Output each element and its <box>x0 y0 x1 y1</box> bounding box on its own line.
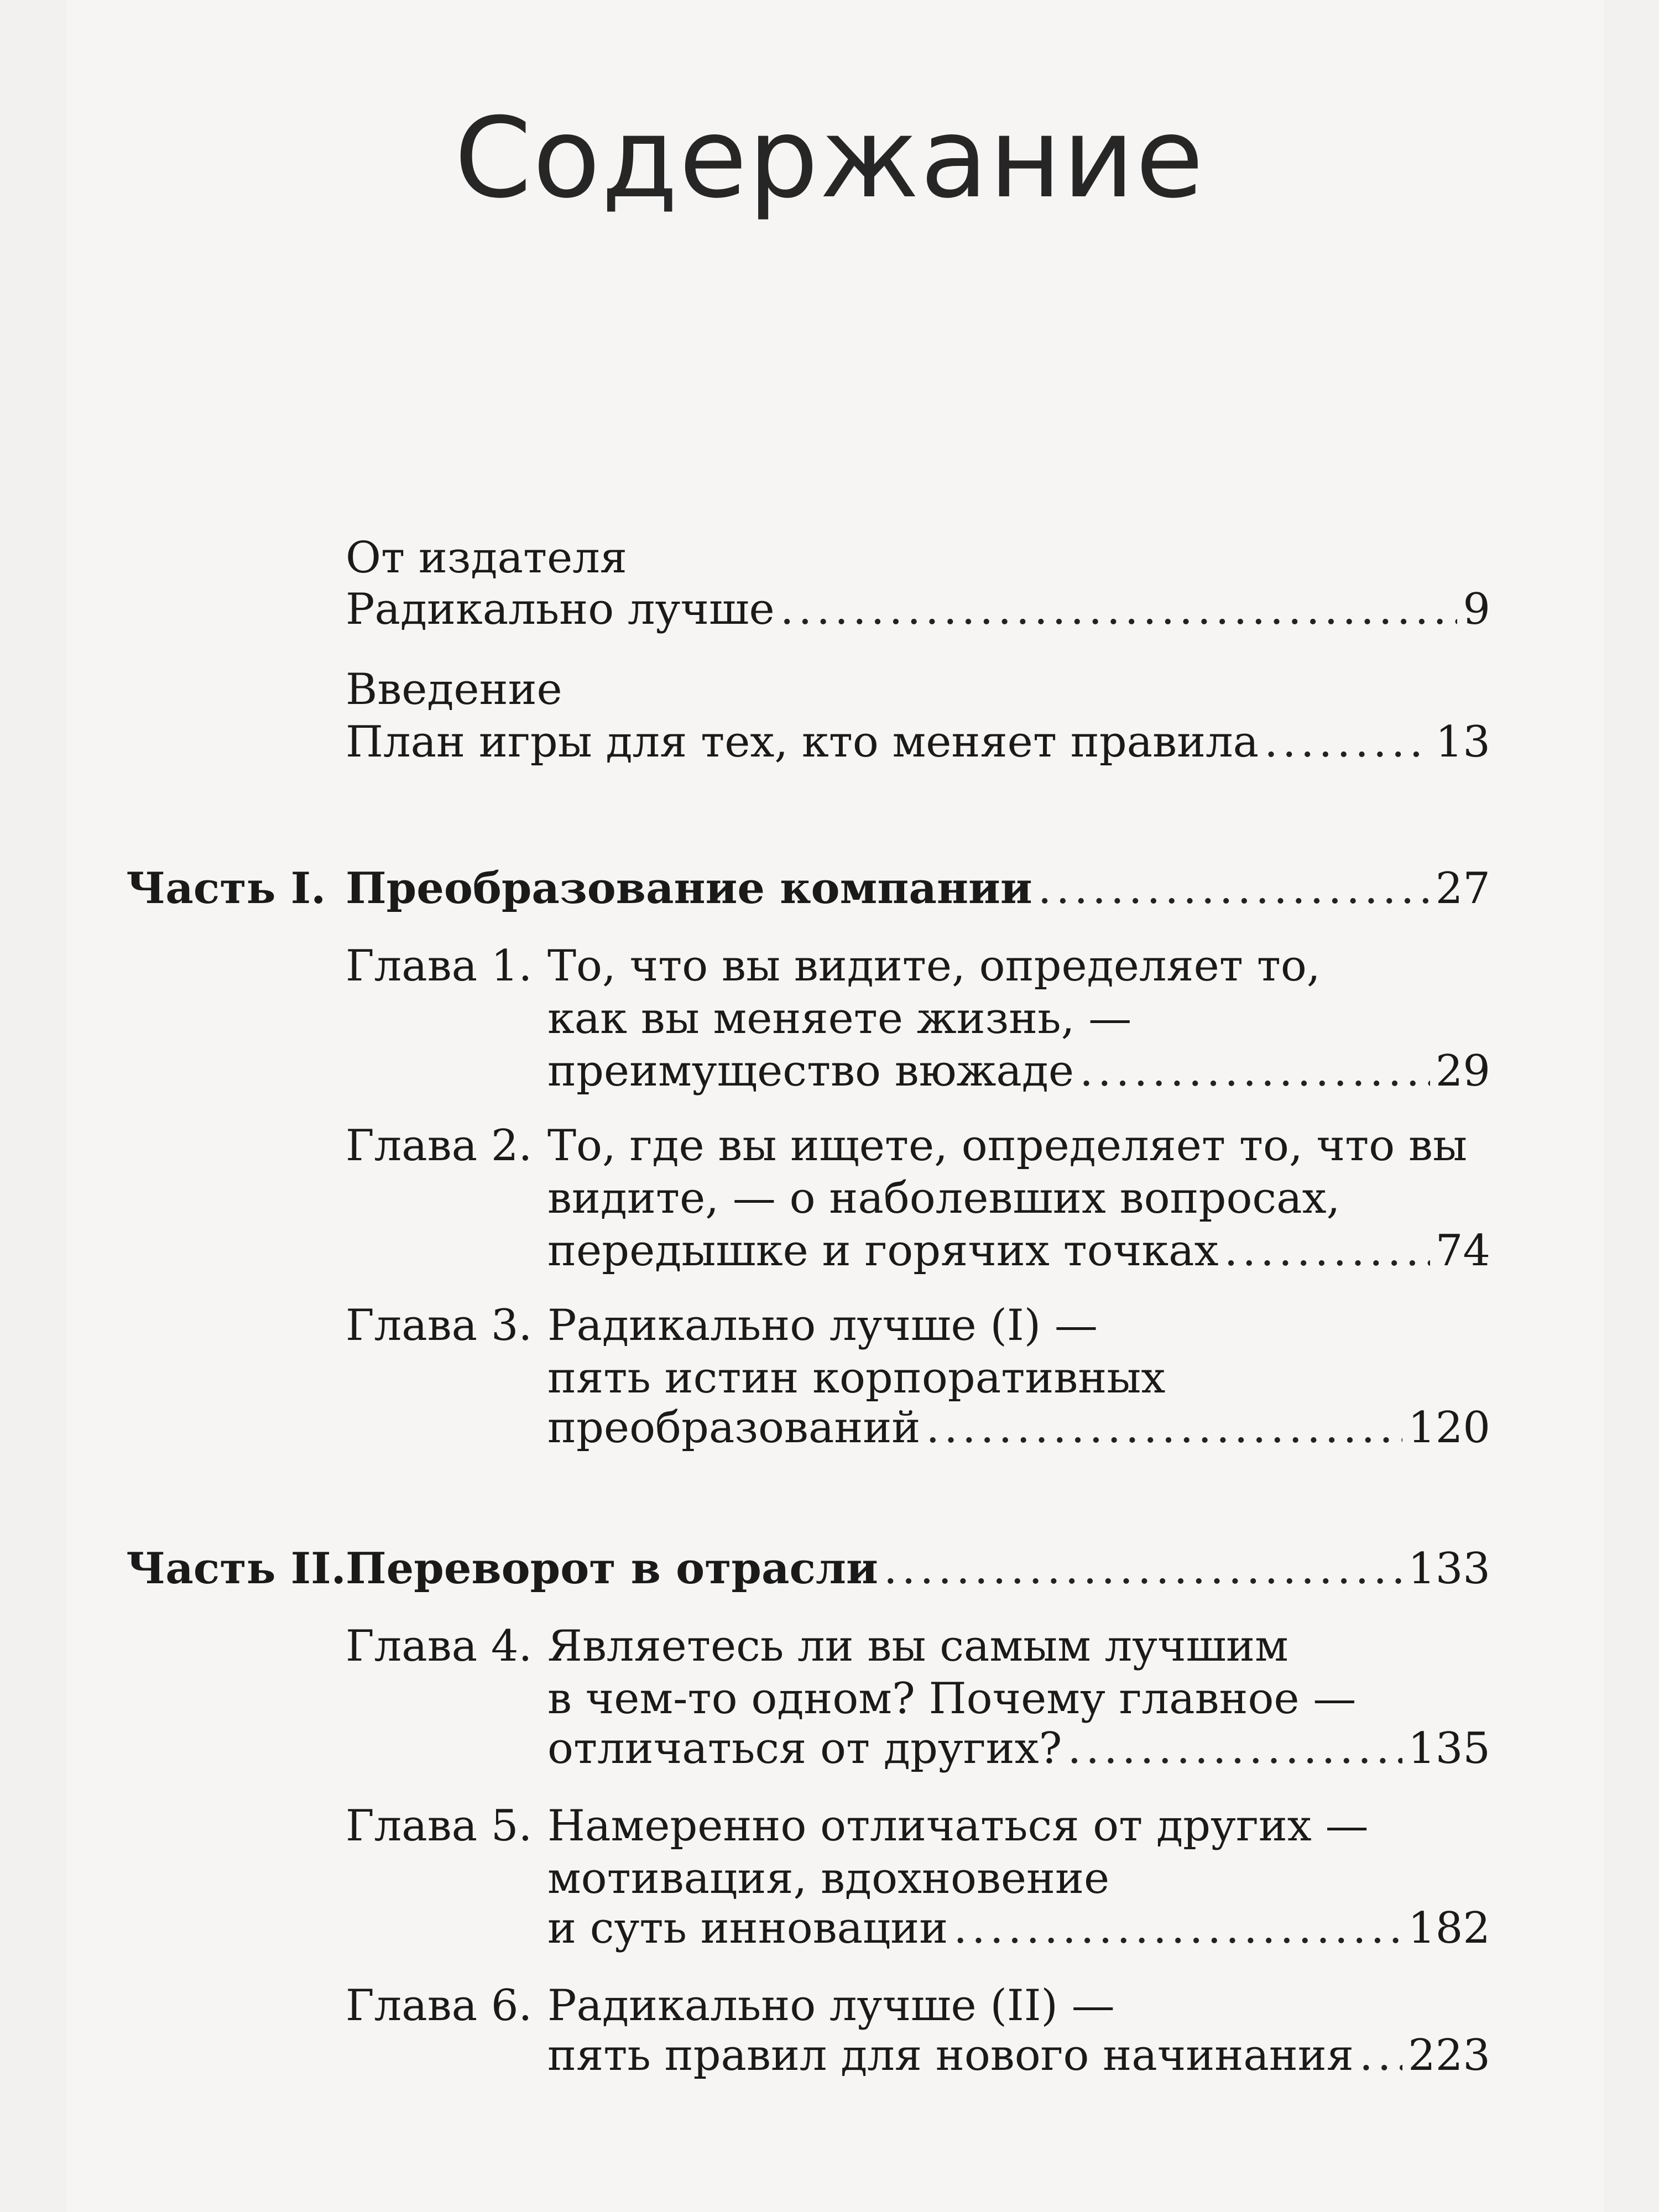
part-1-label: Часть I. <box>126 863 326 914</box>
chapter-3-label: Глава 3. <box>346 1301 533 1350</box>
page-number: 223 <box>1408 2031 1490 2080</box>
toc-entry-chapter-2[interactable] <box>547 1225 1490 1277</box>
chapter-line-3: и суть инновации <box>547 1903 948 1953</box>
toc-entry-title: Радикально лучше <box>346 585 775 634</box>
chapter-1-line-2: как вы меняете жизнь, — <box>547 994 1132 1044</box>
chapter-3-line-1: Радикально лучше (I) — <box>547 1301 1098 1350</box>
chapter-5-line-2: мотивация, вдохновение <box>547 1854 1110 1903</box>
leader-dots <box>1067 1723 1402 1775</box>
page-number: 135 <box>1408 1724 1490 1773</box>
chapter-2-label: Глава 2. <box>346 1121 533 1171</box>
page-number: 120 <box>1408 1403 1490 1453</box>
chapter-4-line-1: Являетесь ли вы самым лучшим <box>547 1621 1288 1671</box>
page-number: 27 <box>1435 864 1490 914</box>
chapter-5-label: Глава 5. <box>346 1801 533 1851</box>
part-2-label: Часть II. <box>126 1543 346 1594</box>
chapter-3-line-2: пять истин корпоративных <box>547 1353 1166 1403</box>
leader-dots <box>926 1402 1402 1454</box>
page-number: 9 <box>1463 585 1490 634</box>
chapter-6-label: Глава 6. <box>346 1981 533 2031</box>
leader-dots <box>953 1902 1402 1954</box>
page-title: Содержание <box>454 94 1205 223</box>
leader-dots <box>884 1543 1402 1595</box>
chapter-6-line-1: Радикально лучше (II) — <box>547 1981 1115 2031</box>
toc-entry-chapter-4[interactable] <box>547 1723 1490 1775</box>
leader-dots <box>1079 1045 1430 1097</box>
toc-entry-part-2[interactable] <box>346 1543 1490 1595</box>
toc-entry-part-1[interactable] <box>346 863 1490 915</box>
chapter-2-line-1: То, где вы ищете, определяет то, что вы <box>547 1121 1468 1171</box>
part-title: Преобразование компании <box>346 863 1032 914</box>
page-number: 74 <box>1435 1226 1490 1276</box>
page-number: 133 <box>1408 1544 1490 1594</box>
chapter-1-label: Глава 1. <box>346 941 533 991</box>
leader-dots <box>1224 1225 1430 1277</box>
toc-entry-publisher[interactable] <box>346 583 1490 635</box>
toc-entry-intro[interactable] <box>346 716 1490 768</box>
front-heading-publisher: От издателя <box>346 533 628 583</box>
chapter-5-line-1: Намеренно отличаться от других — <box>547 1801 1369 1851</box>
chapter-line-2: пять правил для нового начинания <box>547 2031 1354 2080</box>
toc-entry-chapter-3[interactable] <box>547 1402 1490 1454</box>
leader-dots <box>780 583 1458 635</box>
page-number: 182 <box>1408 1903 1490 1953</box>
page-number: 29 <box>1435 1046 1490 1096</box>
chapter-1-line-1: То, что вы видите, определяет то, <box>547 941 1321 991</box>
leader-dots <box>1038 863 1430 915</box>
leader-dots <box>1264 716 1430 768</box>
toc-entry-chapter-1[interactable] <box>547 1045 1490 1097</box>
chapter-line-3: преимущество вюжаде <box>547 1046 1074 1096</box>
toc-entry-chapter-5[interactable] <box>547 1902 1490 1954</box>
chapter-4-line-2: в чем-то одном? Почему главное — <box>547 1674 1357 1724</box>
toc-entry-title: План игры для тех, кто меняет правила <box>346 717 1259 767</box>
front-heading-intro: Введение <box>346 665 562 714</box>
leader-dots <box>1359 2030 1402 2081</box>
page-number: 13 <box>1435 717 1490 767</box>
chapter-2-line-2: видите, — о наболевших вопросах, <box>547 1173 1340 1223</box>
chapter-4-label: Глава 4. <box>346 1621 533 1671</box>
toc-entry-chapter-6[interactable] <box>547 2030 1490 2081</box>
part-title: Переворот в отрасли <box>346 1543 878 1594</box>
chapter-line-3: передышке и горячих точках <box>547 1226 1219 1276</box>
chapter-line-3: отличаться от других? <box>547 1724 1062 1773</box>
chapter-line-3: преобразований <box>547 1403 921 1453</box>
